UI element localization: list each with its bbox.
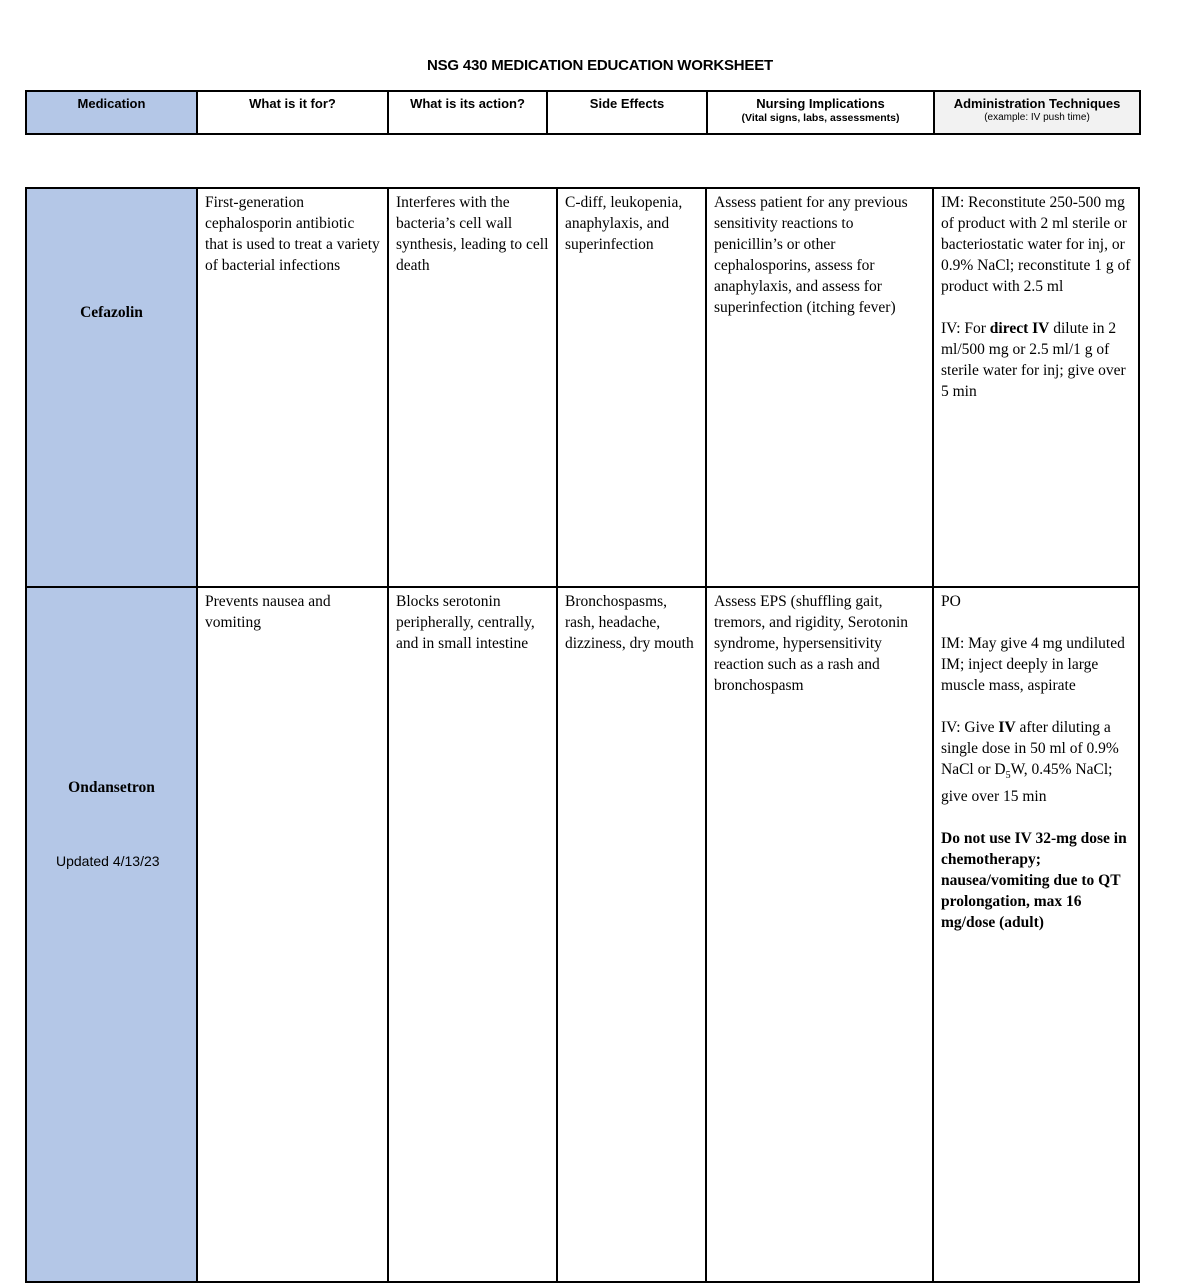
admin-iv-mid: after diluting a single dose in 50 ml of 0.9% NaCl or D: [941, 719, 1119, 778]
admin-iv-pre: IV: For: [941, 320, 990, 337]
footer-updated: Updated 4/13/23: [56, 853, 160, 869]
cell-admin: [933, 188, 1139, 587]
cell-nursing: Assess EPS (shuffling gait, tremors, and rigidity, Serotonin syndrome, hypersensitivity reaction such as a rash and bronchospasm: [706, 587, 933, 1282]
admin-im: IM: May give 4 mg undiluted IM; inject deeply in large muscle mass, aspirate: [941, 635, 1125, 694]
cell-action: Interferes with the bacteria’s cell wall synthesis, leading to cell death: [388, 188, 557, 587]
admin-iv-bold: IV: [998, 719, 1016, 736]
header-what-for: What is it for?: [197, 91, 388, 134]
admin-iv: [941, 717, 1132, 807]
admin-iv: [941, 318, 1132, 402]
cell-side-effects: C-diff, leukopenia, anaphylaxis, and superinfection: [557, 188, 706, 587]
cell-action: Blocks serotonin peripherally, centrally, and in small intestine: [388, 587, 557, 1282]
admin-iv-sub: 5: [1005, 770, 1011, 782]
header-nursing: [707, 91, 934, 134]
medication-name: Ondansetron: [26, 587, 197, 1282]
admin-warning: Do not use IV 32-mg dose in chemotherapy; nausea/vomiting due to QT prolongation, max 16 mg/dose (adult): [941, 830, 1127, 932]
header-admin-sub: (example: IV push time): [984, 112, 1090, 123]
admin-iv-post: W, 0.45% NaCl; give over 15 min: [941, 761, 1113, 806]
admin-po: PO: [941, 593, 961, 610]
medication-table: [25, 187, 1140, 1283]
header-admin-label: Administration Techniques: [953, 96, 1121, 111]
cell-what-for: First-generation cephalosporin antibiotic that is used to treat a variety of bacterial infections: [197, 188, 388, 587]
cell-side-effects: Bronchospasms, rash, headache, dizziness, dry mouth: [557, 587, 706, 1282]
header-nursing-sub: (Vital signs, labs, assessments): [741, 112, 900, 124]
header-action: What is its action?: [388, 91, 547, 134]
header-row: [26, 91, 1140, 134]
header-admin: [934, 91, 1140, 134]
header-table: [25, 90, 1141, 135]
cell-nursing: Assess patient for any previous sensitivity reactions to penicillin’s or other cephalosporins, assess for anaphylaxis, and assess for superinfection (itching fever): [706, 188, 933, 587]
admin-iv-post: dilute in 2 ml/500 mg or 2.5 ml/1 g of sterile water for inj; give over 5 min: [941, 320, 1126, 400]
table-row: [26, 587, 1139, 1282]
header-nursing-label: Nursing Implications: [756, 96, 885, 111]
medication-name: Cefazolin: [26, 188, 197, 587]
header-medication: Medication: [26, 91, 197, 134]
page-title: NSG 430 MEDICATION EDUCATION WORKSHEET: [426, 57, 774, 74]
header-side-effects: Side Effects: [547, 91, 707, 134]
cell-admin: [933, 587, 1139, 1282]
admin-iv-bold: direct IV: [989, 320, 1050, 337]
cell-what-for: Prevents nausea and vomiting: [197, 587, 388, 1282]
admin-iv-pre: IV: Give: [941, 719, 999, 736]
admin-im: IM: Reconstitute 250-500 mg of product with 2 ml sterile or bacteriostatic water for inj, or 0.9% NaCl; reconstitute 1 g of product with 2.5 ml: [941, 194, 1131, 295]
table-row: [26, 188, 1139, 587]
